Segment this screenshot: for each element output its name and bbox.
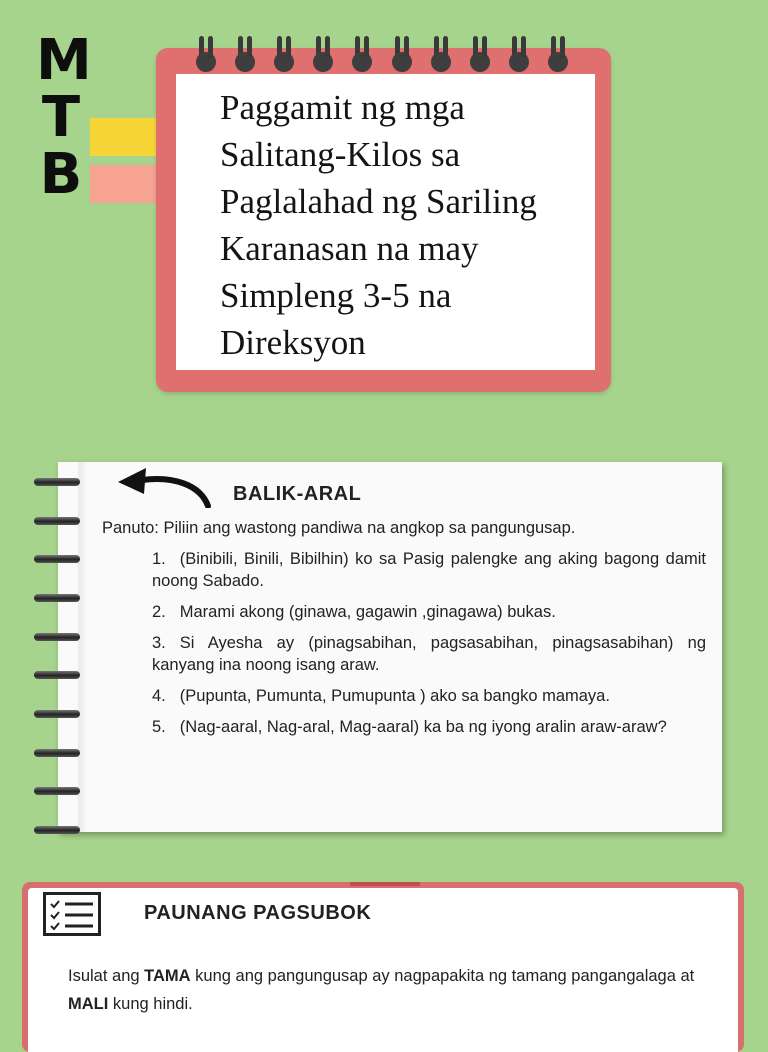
spiral-coil-icon bbox=[34, 785, 82, 797]
lesson-title-line: Karanasan na may bbox=[220, 229, 479, 268]
item-number: 3. bbox=[152, 634, 166, 652]
notepad-rings bbox=[196, 36, 568, 78]
spiral-coil-icon bbox=[34, 669, 82, 681]
mali-keyword: MALI bbox=[68, 995, 109, 1013]
spiral-coil-icon bbox=[34, 824, 82, 836]
instruction-text: kung ang pangungusap ay nagpapakita ng tamang pangangalaga at bbox=[190, 967, 695, 985]
lesson-title bbox=[220, 84, 580, 366]
item-text: (Pupunta, Pumunta, Pumupunta ) ako sa bangko mamaya. bbox=[179, 687, 610, 705]
spiral-coil-icon bbox=[34, 631, 82, 643]
instruction-text: kung hindi. bbox=[108, 995, 193, 1013]
item-text: (Nag-aaral, Nag-aral, Mag-aaral) ka ba ng iyong aralin araw-araw? bbox=[179, 718, 667, 736]
mtb-letter-b: B bbox=[39, 142, 83, 207]
curved-back-arrow-icon bbox=[112, 466, 216, 508]
item-text: Si Ayesha ay (pinagsabihan, pagsasabihan, pinagsasabihan) ng kanyang ina noong isang araw. bbox=[152, 634, 706, 674]
lesson-title-line: Direksyon bbox=[220, 323, 366, 362]
title-notepad bbox=[156, 48, 611, 392]
spiral-binding bbox=[34, 476, 82, 836]
binder-ring-icon bbox=[431, 36, 451, 78]
tama-keyword: TAMA bbox=[144, 967, 191, 985]
item-number: 4. bbox=[152, 687, 166, 705]
spiral-coil-icon bbox=[34, 553, 82, 565]
binder-ring-icon bbox=[352, 36, 372, 78]
item-text: Marami akong (ginawa, gagawin ,ginagawa) bukas. bbox=[179, 603, 556, 621]
binder-ring-icon bbox=[196, 36, 216, 78]
binder-ring-icon bbox=[274, 36, 294, 78]
lesson-title-line: Paggamit ng mga bbox=[220, 88, 465, 127]
mtb-letter-m: M bbox=[36, 28, 92, 93]
item-number: 5. bbox=[152, 718, 166, 736]
review-heading: BALIK-ARAL bbox=[233, 483, 362, 505]
checklist-icon bbox=[43, 892, 101, 936]
review-item bbox=[102, 601, 706, 623]
review-item bbox=[102, 632, 706, 676]
item-number: 1. bbox=[152, 550, 166, 568]
binder-ring-icon bbox=[235, 36, 255, 78]
spiral-coil-icon bbox=[34, 592, 82, 604]
review-body bbox=[102, 517, 706, 747]
review-item bbox=[102, 685, 706, 707]
binder-ring-icon bbox=[470, 36, 490, 78]
review-item bbox=[102, 548, 706, 592]
spiral-coil-icon bbox=[34, 708, 82, 720]
pretest-heading: PAUNANG PAGSUBOK bbox=[144, 902, 372, 924]
lesson-title-line: Paglalahad ng Sariling bbox=[220, 182, 537, 221]
spiral-coil-icon bbox=[34, 476, 82, 488]
pretest-instruction bbox=[68, 962, 718, 1018]
mtb-letter-t: T bbox=[41, 85, 81, 150]
instruction-text: Isulat ang bbox=[68, 967, 145, 985]
binder-ring-icon bbox=[548, 36, 568, 78]
binder-ring-icon bbox=[509, 36, 529, 78]
lesson-title-line: Salitang-Kilos sa bbox=[220, 135, 461, 174]
item-number: 2. bbox=[152, 603, 166, 621]
binder-ring-icon bbox=[313, 36, 333, 78]
spiral-coil-icon bbox=[34, 747, 82, 759]
lesson-title-line: Simpleng 3-5 na bbox=[220, 276, 452, 315]
item-text: (Binibili, Binili, Bibilhin) ko sa Pasig palengke ang aking bagong damit noong Sabado. bbox=[152, 550, 706, 590]
review-item bbox=[102, 716, 706, 738]
binder-ring-icon bbox=[392, 36, 412, 78]
mtb-badge bbox=[36, 28, 92, 207]
review-instruction: Panuto: Piliin ang wastong pandiwa na angkop sa pangungusap. bbox=[102, 519, 576, 537]
spiral-coil-icon bbox=[34, 515, 82, 527]
pretest-tab bbox=[350, 882, 420, 886]
